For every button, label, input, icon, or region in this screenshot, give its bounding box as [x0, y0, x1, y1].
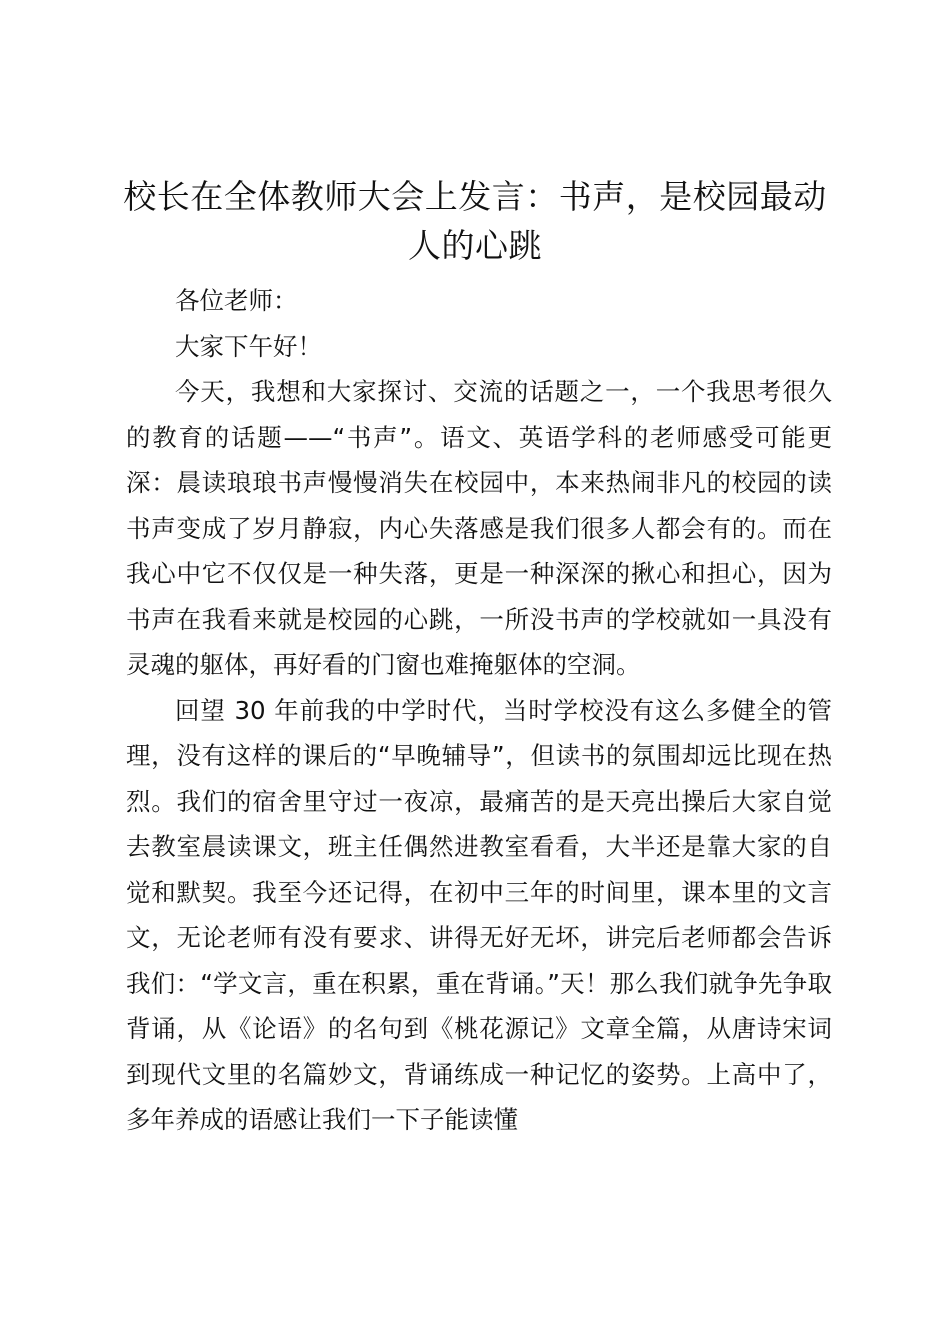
body-paragraph: 今天，我想和大家探讨、交流的话题之一，一个我思考很久的教育的话题——“书声”。语文、英语学科的老师感受可能更深：晨读琅琅书声慢慢消失在校园中，本来热闹非凡的校园的读书声变成了岁月静寂，内心失落感是我们很多人都会有的。而在我心中它不仅仅是一种失落，更是一种深深的揪心和担心，因为书声在我看来就是校园的心跳，一所没书声的学校就如一具没有灵魂的躯体，再好看的门窗也难掩躯体的空洞。 [126, 377, 832, 679]
greeting: 大家下午好！ [175, 331, 322, 361]
document-body [126, 278, 832, 1143]
document-title: 校长在全体教师大会上发言：书声，是校园最动人的心跳 [123, 177, 827, 265]
salutation: 各位老师： [175, 286, 298, 315]
body-paragraph: 回望 30 年前我的中学时代，当时学校没有这么多健全的管理，没有这样的课后的“早晚辅导”，但读书的氛围却远比现在热烈。我们的宿舍里守过一夜凉，最痛苦的是天亮出操后大家自觉去教室晨读课文，班主任偶然进教室看看，大半还是靠大家的自觉和默契。我至今还记得，在初中三年的时间里，课本里的文言文，无论老师有没有要求、讲得无好无坏，讲完后老师都会告诉我们：“学文言，重在积累，重在背诵。”天！那么我们就争先争取背诵，从《论语》的名句到《桃花源记》文章全篇，从唐诗宋词到现代文里的名篇妙文，背诵练成一种记忆的姿势。上高中了，多年养成的语感让我们一下子能读懂 [126, 695, 832, 1134]
